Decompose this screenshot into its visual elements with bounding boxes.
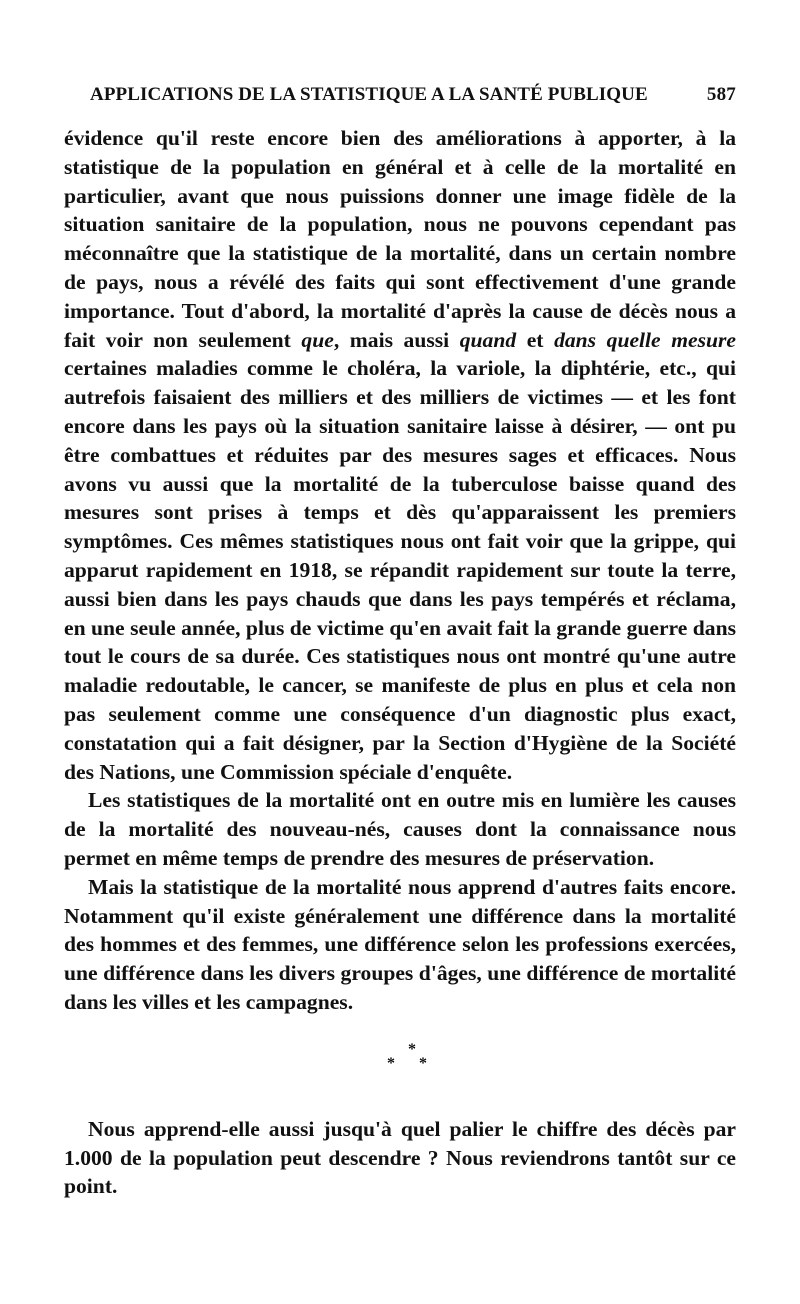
paragraph-1 [64, 124, 736, 786]
text-segment: Mais la statistique de la mortalité nous apprend d'autres faits encore. Notamment qu'il existe généralement une différence dans la mortalité des hommes et des femmes, une différence selon les professions exercées, une différence dans les divers groupes d'âges, une différence de mortalité dans les villes et les campagnes. [64, 874, 736, 1014]
text-segment: Les statistiques de la mortalité ont en outre mis en lumière les causes de la mortalité des nouveau-nés, causes dont la connaissance nous permet en même temps de prendre des mesures de préservation. [64, 788, 736, 870]
asterism-bottom: * * [387, 1054, 437, 1072]
asterism-divider [64, 1040, 736, 1072]
running-title: APPLICATIONS DE LA STATISTIQUE A LA SANTÉ PUBLIQUE [90, 84, 648, 105]
text-segment: Nous apprend-elle aussi jusqu'à quel palier le chiffre des décès par 1.000 de la population peut descendre ? Nous reviendrons tantôt sur ce point. [64, 1116, 736, 1199]
paragraph-2 [64, 786, 736, 872]
text-segment: et [516, 327, 555, 352]
text-segment: évidence qu'il reste encore bien des améliorations à apporter, à la statistique de la population en général et à celle de la mortalité en particulier, avant que nous puissions donner une image fidèle de la situation sanitaire de la population, nous ne pouvons cependant pas méconnaître que la statistique de la mortalité, dans un certain nombre de pays, nous a révélé des faits qui sont effectivement d'une grande importance. Tout d'abord, la mortalité d'après la cause de décès nous a fait voir non seulement [64, 126, 736, 352]
running-head [64, 84, 736, 106]
text-segment: , mais aussi [333, 327, 460, 352]
paragraph-3 [64, 873, 736, 1017]
italic-text: dans quelle mesure [554, 327, 736, 352]
body-text [64, 124, 736, 1201]
book-page [64, 84, 736, 1201]
asterism-top: * [408, 1040, 416, 1058]
italic-text: que [301, 327, 334, 352]
text-segment: certaines maladies comme le choléra, la variole, la diphtérie, etc., qui autrefois faisaient des milliers et des milliers de victimes — et les font encore dans les pays où la situation sanitaire laisse à désirer, — ont pu être combattues et réduites par des mesures sages et efficaces. Nous avons vu aussi que la mortalité de la tuberculose baisse quand des mesures sont prises à temps et dès qu'apparaissent les premiers symptômes. Ces mêmes statistiques nous ont fait voir que la grippe, qui apparut rapidement en 1918, se répandit rapidement sur toute la terre, aussi bien dans les pays chauds que dans les pays tempérés et réclama, en une seule année, plus de victime qu'en avait fait la grande guerre dans tout le cours de sa durée. Ces statistiques nous ont montré qu'une autre maladie redoutable, le cancer, se manifeste de plus en plus et cela non pas seulement comme une conséquence d'un diagnostic plus exact, constatation qui a fait désigner, par la Section d'Hygiène de la Société des Nations, une Commission spéciale d'enquête. [64, 356, 736, 784]
italic-text: quand [459, 327, 517, 352]
page-number: 587 [706, 84, 736, 105]
paragraph-4 [64, 1115, 736, 1201]
